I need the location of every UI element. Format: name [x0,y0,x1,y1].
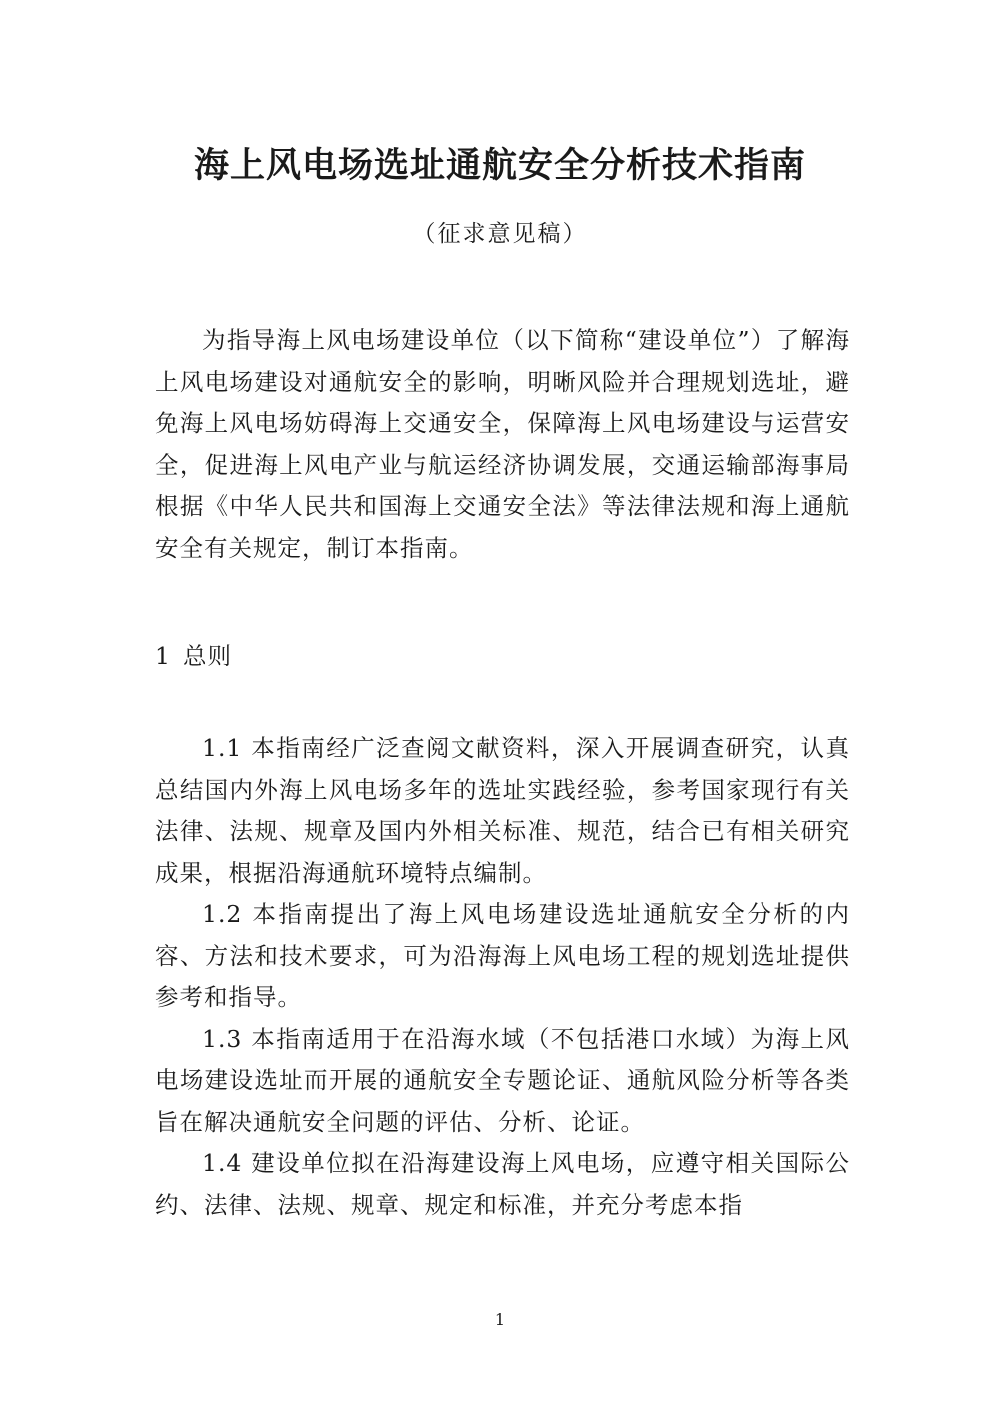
intro-paragraph: 为指导海上风电场建设单位（以下简称“建设单位”）了解海上风电场建设对通航安全的影响，明晰风险并合理规划选址，避免海上风电场妨碍海上交通安全，保障海上风电场建设与运营安全，促进海上风电产业与航运经济协调发展，交通运输部海事局根据《中华人民共和国海上交通安全法》等法律法规和海上通航安全有关规定，制订本指南。 [155,326,850,562]
document-subtitle: （征求意见稿） [412,221,588,247]
clause-paragraph: 1.2 本指南提出了海上风电场建设选址通航安全分析的内容、方法和技术要求，可为沿海海上风电场工程的规划选址提供参考和指导。 [155,900,850,1011]
section-number: 1 [155,642,171,670]
section-heading [155,636,232,676]
clause-paragraph: 1.1 本指南经广泛查阅文献资料，深入开展调查研究，认真总结国内外海上风电场多年的选址实践经验，参考国家现行有关法律、法规、规章及国内外相关标准、规范，结合已有相关研究成果，根据沿海通航环境特点编制。 [155,734,850,887]
clause-list [155,728,850,1226]
intro-section [155,320,850,569]
page-number: 1 [494,1310,506,1329]
document-title: 海上风电场选址通航安全分析技术指南 [193,146,806,186]
section-title: 总则 [182,642,232,670]
clause-paragraph: 1.3 本指南适用于在沿海水域（不包括港口水域）为海上风电场建设选址而开展的通航安全专题论证、通航风险分析等各类旨在解决通航安全问题的评估、分析、论证。 [155,1024,850,1136]
clause-paragraph: 1.4 建设单位拟在沿海建设海上风电场，应遵守相关国际公约、法律、法规、规章、规定和标准，并充分考虑本指 [155,1149,850,1219]
